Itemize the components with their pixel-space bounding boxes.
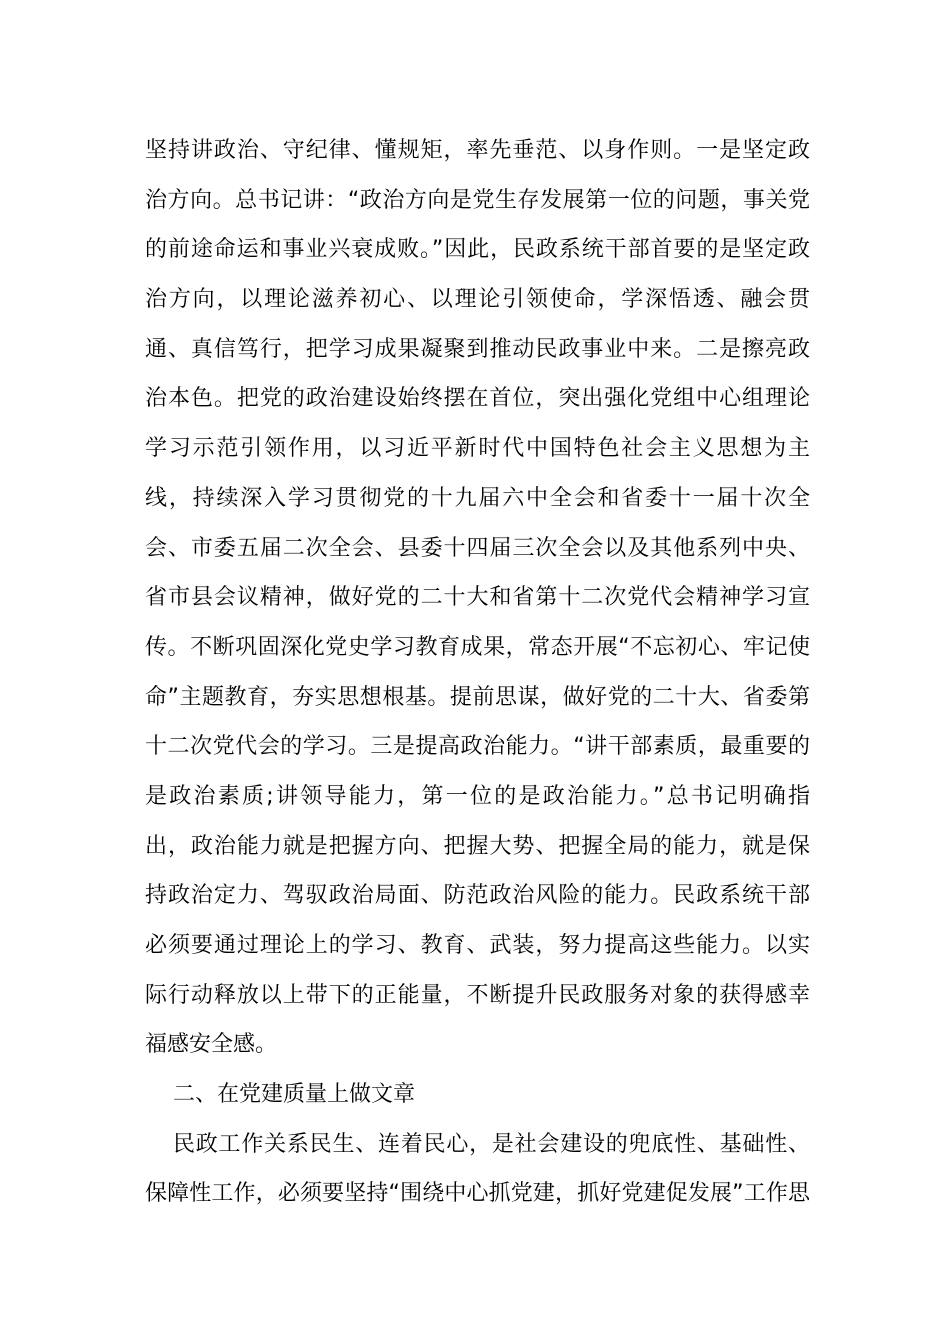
text-line: 传。不断巩固深化党史学习教育成果，常态开展“不忘初心、牢记使 bbox=[145, 634, 810, 660]
text-line: 治方向，以理论滋养初心、以理论引领使命，学深悟透、融会贯 bbox=[145, 287, 810, 313]
text-line: 治本色。把党的政治建设始终摆在首位，突出强化党组中心组理论 bbox=[145, 386, 810, 412]
text-line: 坚持讲政治、守纪律、懂规矩，率先垂范、以身作则。一是坚定政 bbox=[145, 138, 810, 163]
text-line: 通、真信笃行，把学习成果凝聚到推动民政事业中来。二是擦亮政 bbox=[145, 336, 810, 362]
text-line: 持政治定力、驾驭政治局面、防范政治风险的能力。民政系统干部 bbox=[145, 883, 810, 909]
text-line: 省市县会议精神，做好党的二十大和省第十二次党代会精神学习宣 bbox=[145, 585, 810, 611]
text-line: 保障性工作，必须要坚持“围绕中心抓党建，抓好党建促发展”工作思 bbox=[145, 1181, 810, 1207]
text-line: 是政治素质;讲领导能力，第一位的是政治能力。”总书记明确指 bbox=[145, 783, 810, 809]
text-line: 民政工作关系民生、连着民心，是社会建设的兜底性、基础性、 bbox=[173, 1131, 810, 1157]
text-line: 必须要通过理论上的学习、教育、武装，努力提高这些能力。以实 bbox=[145, 933, 810, 958]
document-body bbox=[145, 126, 810, 1219]
text-line: 十二次党代会的学习。三是提高政治能力。“讲干部素质，最重要的 bbox=[145, 734, 810, 760]
text-line: 的前途命运和事业兴衰成败。”因此，民政系统干部首要的是坚定政 bbox=[145, 237, 810, 263]
text-line: 福感安全感。 bbox=[145, 1032, 278, 1058]
text-line: 线，持续深入学习贯彻党的十九届六中全会和省委十一届十次全 bbox=[145, 485, 810, 511]
text-line: 治方向。总书记讲：“政治方向是党生存发展第一位的问题，事关党 bbox=[145, 187, 810, 213]
text-line: 学习示范引领作用，以习近平新时代中国特色社会主义思想为主 bbox=[145, 436, 810, 462]
text-line: 命”主题教育，夯实思想根基。提前思谋，做好党的二十大、省委第 bbox=[145, 684, 810, 710]
text-line: 际行动释放以上带下的正能量，不断提升民政服务对象的获得感幸 bbox=[145, 982, 810, 1008]
section-heading: 二、在党建质量上做文章 bbox=[173, 1082, 416, 1108]
text-line: 出，政治能力就是把握方向、把握大势、把握全局的能力，就是保 bbox=[145, 833, 810, 859]
text-line: 会、市委五届二次全会、县委十四届三次全会以及其他系列中央、 bbox=[145, 535, 810, 561]
